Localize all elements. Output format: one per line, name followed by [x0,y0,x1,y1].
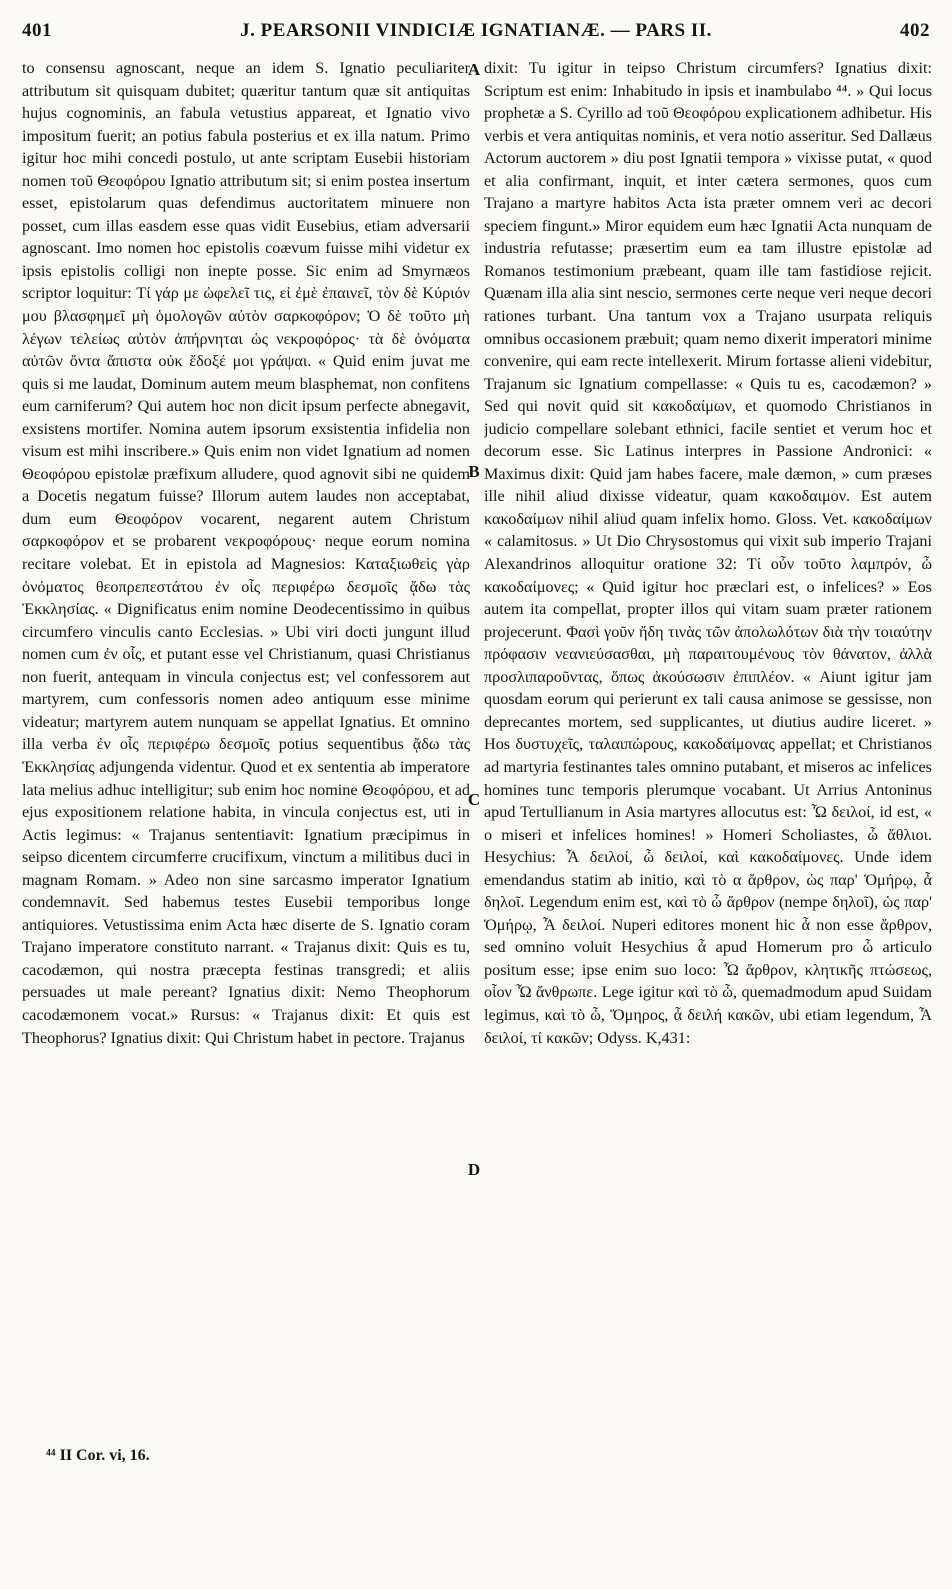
margin-letter-d: D [467,1160,481,1179]
right-column-text: dixit: Tu igitur in teipso Christum circumfers? Ignatius dixit: Scriptum est enim: Inhabitudo in ipsis et inambulabo ⁴⁴. » Qui locus prophetæ a S. Cyrillo ad τοῦ Θεοφόρου explicationem adhibetur. His verbis et vera antiquitas nominis, et vera notio asseritur. Sed Dallæus Actorum auctorem » diu post Ignatii tempora » vixisse putat, « quod et alia confirmant, inquit, et inter cætera sermones, quos cum Trajano a martyre habitos Acta ista præter omnem veri ac decori speciem fingunt.» Miror equidem eum hæc Ignatii Acta nunquam de industria refutasse; præsertim eum ea tam illustre epistolæ ad Romanos testimonium præbeant, quam ille tam fastidiose rejicit. Quænam illa alia sint nescio, sermones certe neque veri neque decori rationes turbant. Una tantum vox a Trajano usurpata reliquis omnibus occasionem præbuit; quam nemo dixerit imperatori minime convenire, qui eam recte intellexerit. Mirum fortasse alieni videbitur, Trajanum sic Ignatium compellasse: « Quis tu es, cacodæmon? » Sed qui novit quid sit κακοδαίμων, et quomodo Christianos in judicio compellare solebant ethnici, facile sentiet et verum hoc et decorum esse. Sic Latinus interpres in Passione Andronici: « Maximus dixit: Quid jam habes facere, male dæmon, » cum præses ille nihil aliud dixisse videatur, quam κακοδαιμον. Est autem κακοδαίμων nihil aliud quam infelix homo. Gloss. Vet. κακοδαίμων « calamitosus. » Ut Dio Chrysostomus qui vixit sub imperio Trajani Alexandrinos alloquitur oratione 32: Τί οὖν τοῦτο λαμπρόν, ὦ κακοδαίμονες; « Quid igitur hoc præclari est, o infelices? » Eos autem ita compellat, propter illos qui vitam suam præter rationem projecerunt. Φασὶ γοῦν ἤδη τινὰς τῶν ἀπολωλότων διὰ τὴν τοιαύτην πρόφασιν νεανιεύσασθαι, μὴ παραιτουμένους τὸν θάνατον, ἀλλὰ προσλιπαροῦντας, ὅπως ἀκούσωσιν ἐπιπλέον. « Aiunt igitur jam quosdam eorum qui perierunt ex tali causa animose se gessisse, non deprecantes mortem, sed supplicantes, ut diutius audire liceret. » Hos δυστυχεῖς, ταλαιπώρους, κακοδαίμονας appellat; et Christianos ad martyria festinantes tales omnino putabant, et miseros ac infelices homines tunc temporis plerumque vocabant. Ut Arrius Antoninus apud Tertullianum in Asia martyres allocutus est: Ὦ δειλοί, id est, « o miseri et infelices homines! » Homeri Scholiastes, ὦ ἄθλιοι. Hesychius: Ἆ δειλοί, ὦ δειλοί, καὶ κακοδαίμονες. Unde idem emendandus statim ab initio, καὶ τὸ α ἄρθρον, ὡς παρ' Ὁμήρῳ, ἆ δηλοῖ. Legendum enim est, καὶ τὸ ὦ ἄρθρον (nempe δηλοῖ), ὡς παρ' Ὁμήρῳ, Ἆ δειλοί. Nuperi editores monent hic ἆ non esse ἄρθρον, sed omnino voluit Hesychius ἆ apud Homerum pro ὦ articulo positum esse; ipse enim suo loco: Ὦ ἄρθρον, κλητικῆς πτώσεως, οἷον Ὦ ἄνθρωπε. Lege igitur καὶ τὸ ὦ, quemadmodum apud Suidam legimus, καὶ τὸ ὦ, Ὅμηρος, ἆ δειλή κακῶν, ubi etiam legendum, Ἆ δειλοί, τί κακῶν; Odyss. K,431: [484,59,932,1047]
right-column [484,57,932,1437]
running-title: J. PEARSONII VINDICIÆ IGNATIANÆ. — PARS II. [240,20,712,41]
page-number-right: 402 [900,20,930,41]
footnote: ⁴⁴ II Cor. vi, 16. [46,1447,150,1464]
page-header [22,16,930,50]
margin-letter-a: A [467,60,481,79]
page-number-left: 401 [22,20,52,41]
left-column-text: to consensu agnoscant, neque an idem S. Ignatio peculiariter attributum sit quisquam dubitet; quæritur tantum quæ sit antiquitas hujus cognominis, an fabula vetustius appareat, et Ignatio vivo impositum fuerit; an potius fabula posterius et ex illa natum. Primo igitur hoc mihi concedi postulo, ut ante scriptam Eusebii historiam nomen τοῦ Θεοφόρου Ignatio attributum sit; si enim postea insertum esset, epistolarum quas defendimus auctoritatem minuere non posset, cum illas easdem esse quas vidit Eusebius, etiam adversarii agnoscant. Imo nomen hoc epistolis coævum fuisse mihi videtur ex ipsis epistolis colligi non inepte posse. Sic enim ad Smyrnæos scriptor loquitur: Τί γάρ με ὠφελεῖ τις, εἰ ἐμὲ ἐπαινεῖ, τὸν δὲ Κύριόν μου βλασφημεῖ μὴ ὁμολογῶν αὐτὸν σαρκοφόρον; Ὁ δὲ τοῦτο μὴ λέγων τελείως αὐτὸν ἀπήρνηται ὡς νεκροφόρος· τὰ δὲ ὀνόματα αὐτῶν ὄντα ἄπιστα οὐκ ἔδοξέ μοι γράψαι. « Quid enim juvat me quis si me laudat, Dominum autem meum blasphemat, non confitens eum carniferum? Qui autem hoc non dicit ipsum perfecte abnegavit, exsistens mortifer. Nomina autem ipsorum exsistentia infidelia non visum est mihi inscribere.» Quis enim non videt Ignatium ad nomen Θεοφόρου epistolæ præfixum alludere, quod agnovit sibi ne quidem a Docetis negatum fuisse? Illorum autem laudes non acceptabat, dum eum Θεοφόρον vocarent, negarent autem Christum σαρκοφόρον et se probarent νεκροφόρους· neque eorum nomina recitare volebat. Et in epistola ad Magnesios: Καταξιωθεὶς γὰρ ὀνόματος θεοπρεπεστάτου ἐν οἷς περιφέρω δεσμοῖς ᾄδω τὰς Ἐκκλησίας. « Dignificatus enim nomine Deodecentissimo in quibus circumfero vinculis canto Ecclesias. » Ubi viri docti jungunt illud nomen cum ἐν οἷς, et putant esse vel Christianum, quasi Christianus non fuerit, antequam in vincula conjectus est; vel confessorem aut martyrem, cum confessoris nomen adeo antiquum esse minime videatur; martyrem autem nunquam se appellat Ignatius. Et omnino illa verba ἐν οἷς περιφέρω δεσμοῖς potius sequentibus ᾄδω τὰς Ἐκκλησίας adjungenda videntur. Quod et ex sententia ab imperatore lata melius adhuc intelligitur; sub enim hoc nomine Θεοφόρου, et ad ejus expositionem relatione habita, in vincula conjectus est, uti in Actis legimus: « Trajanus sententiavit: Ignatium præcipimus in seipso dicentem circumferre crucifixum, vinctum a militibus duci in magnam Romam. » Adeo non sine sarcasmo imperator Ignatium condemnavit. Sed habemus testes Eusebii temporibus longe antiquiores. Vetustissima enim Acta hæc diserte de S. Ignatio coram Trajano imperatore constituto narrant. « Trajanus dixit: Quis es tu, cacodæmon, qui nostra præcepta festinas transgredi; et aliis persuades ut male pereant? Ignatius dixit: Nemo Theophorum cacodæmonem vocat.» Rursus: « Trajanus dixit: Et quis est Theophorus? Ignatius dixit: Qui Christum habet in pectore. Trajanus [22,59,470,1047]
left-column [22,57,470,1437]
margin-letter-c: C [467,790,481,809]
margin-letter-b: B [468,462,480,481]
